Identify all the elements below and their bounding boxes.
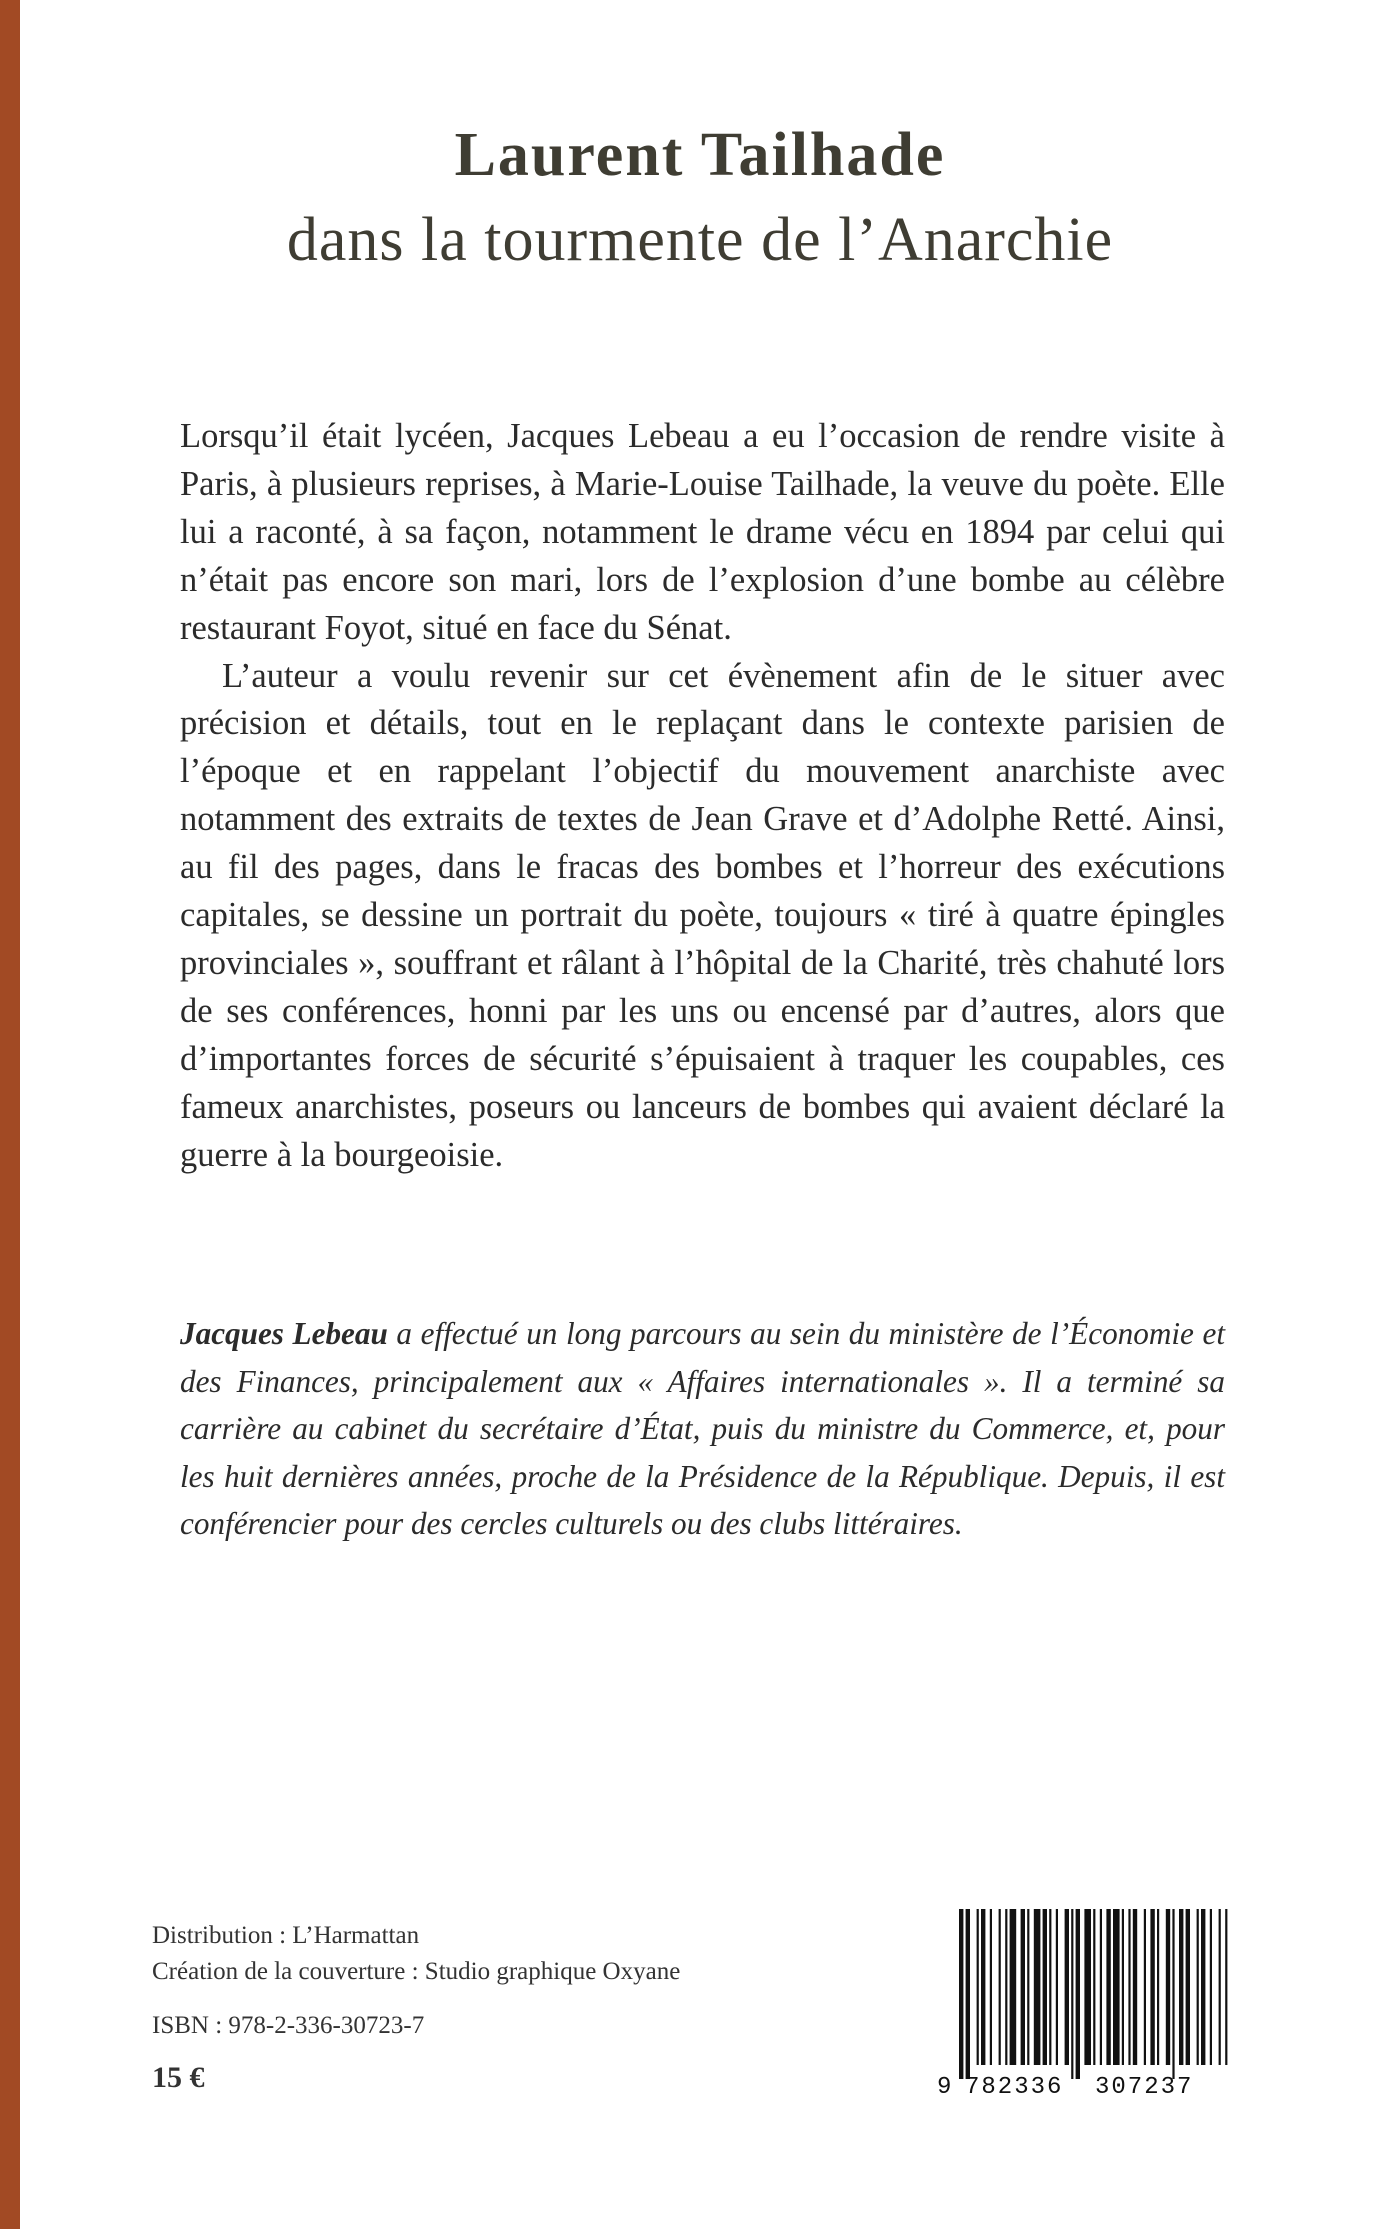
barcode-bar [981,1909,985,2065]
barcode-bar [1144,1909,1146,2065]
summary-paragraph: Lorsqu’il était lycéen, Jacques Lebeau a eu l’occasion de rendre visite à Paris, à plusieurs reprises, à Marie-Louise Tailhade, la veuve du poète. Elle lui a raconté, à sa façon, notamment le drame vécu en 1894 par celui qui n’était pas encore son mari, lors de l’explosion d’une bombe au célèbre restaurant Foyot, situé en face du Sénat. [180,417,1225,647]
barcode [935,1903,1235,2103]
barcode-bar [1128,1909,1130,2065]
barcode-bar [1100,1909,1102,2065]
barcode-bar [1065,1909,1069,2065]
barcode-bar [1076,1909,1080,2079]
barcode-bar [1225,1909,1227,2065]
book-subtitle: dans la tourmente de l’Anarchie [286,206,1114,274]
credits [152,1918,812,2044]
barcode-bar [966,1909,970,2079]
isbn: ISBN : 978-2-336-30723-7 [152,2012,425,2039]
barcode-bar [1219,1909,1221,2065]
barcode-bar [1201,1909,1205,2065]
barcode-bar [1172,1909,1174,2079]
barcode-bar [1010,1909,1017,2065]
barcode-bar [1179,1909,1183,2065]
price: 15 € [152,2061,205,2094]
barcode-bar [1034,1909,1041,2065]
barcode-bar [1197,1909,1199,2065]
barcode-bar [977,1909,979,2065]
barcode-bar [1071,1909,1073,2079]
barcode-bar [1150,1909,1154,2065]
barcode-bar [1021,1909,1025,2065]
barcode-first-digit: 9 [937,2074,952,2101]
barcode-left-digits: 782336 [965,2074,1064,2101]
barcode-bar [1113,1909,1120,2065]
barcode-bar [1166,1909,1170,2065]
barcode-bar [1210,1909,1212,2065]
author-bio-text: a effectué un long parcours au sein du ministère de l’Économie et des Finances, principalement aux « Affaires internationales ». Il a terminé sa carrière au cabinet du secrétaire d’État, puis du ministre du Commerce, et, pour les huit dernières années, proche de la Présidence de la République. Depuis, il est conférencier pour des cercles culturels ou des clubs littéraires. [180,1316,1225,1542]
spine-edge [0,0,20,2229]
barcode-bar [1186,1909,1190,2065]
barcode-bar [990,1909,992,2065]
barcode-bar [1093,1909,1095,2065]
cover-credit: Création de la couverture : Studio graphique Oxyane [152,1958,681,1985]
barcode-right-digits: 307237 [1095,2074,1194,2101]
barcode-bar [1027,1909,1029,2065]
title-block [120,118,1280,278]
barcode-bar [1049,1909,1051,2065]
distribution-credit: Distribution : L’Harmattan [152,1922,420,1949]
barcode-bar [1106,1909,1110,2065]
barcode-bar [999,1909,1001,2065]
barcode-bar [1084,1909,1091,2065]
barcode-bar [1043,1909,1047,2065]
barcode-bar [959,1909,963,2079]
barcode-bar [1157,1909,1159,2065]
author-name: Jacques Lebeau [180,1316,388,1351]
barcode-bar [1056,1909,1058,2065]
author-bio [180,1310,1225,1548]
barcode-bar [1133,1909,1137,2065]
book-summary [180,413,1225,1180]
summary-paragraph: L’auteur a voulu revenir sur cet évènement afin de le situer avec précision et détails, tout en le replaçant dans le contexte parisien de l’époque et en rappelant l’objectif du mouvement anarchiste avec notamment des extraits de textes de Jean Grave et d’Adolphe Retté. Ainsi, au fil des pages, dans le fracas des bombes et l’horreur des exécutions capitales, se dessine un portrait du poète, toujours « tiré à quatre épingles provinciales », souffrant et râlant à l’hôpital de la Charité, très chahuté lors de ses conférences, honni par les uns ou encensé par d’autres, alors que d’importantes forces de sécurité s’épuisaient à traquer les coupables, ces fameux anarchistes, poseurs ou lanceurs de bombes qui avaient déclaré la guerre à la bourgeoisie. [180,656,1225,1174]
barcode-bar [1005,1909,1007,2065]
book-title: Laurent Tailhade [454,121,946,189]
barcode-bar [1122,1909,1124,2065]
